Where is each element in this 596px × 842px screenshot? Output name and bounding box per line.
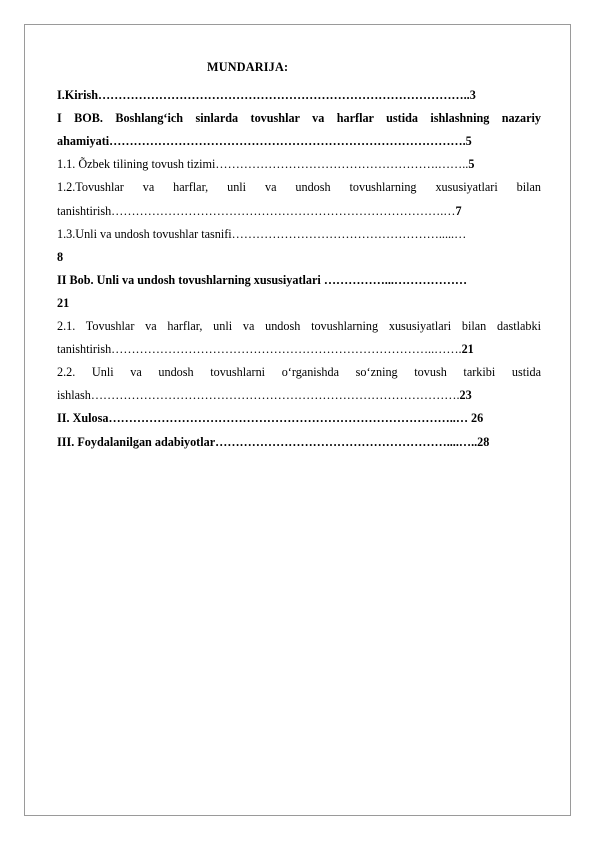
toc-line: I BOB. Boshlang‘ich sinlarda tovushlar va harflar ustida ishlashning nazariy [57, 111, 541, 126]
toc-page-number: 21 [57, 295, 70, 310]
toc-page-number: 7 [455, 203, 462, 218]
toc-line [57, 200, 541, 223]
toc-entry-chapter-2 [57, 269, 541, 315]
toc-entry-1-1 [57, 153, 541, 176]
toc-line [57, 153, 541, 176]
toc-line: I.Kirish………………………………………………………………………………..3 [57, 88, 476, 103]
toc-line-text: 1.1. Õzbek tilining tovush tizimi……………………………………………….…….. [57, 157, 469, 172]
toc-entry-1-2 [57, 176, 541, 222]
toc-line-text: tanishtirish……………………………………………………………………..……. [57, 342, 462, 357]
table-of-contents [57, 56, 541, 454]
toc-page-number: 23 [459, 388, 472, 403]
toc-line: III. Foydalanilgan adabiyotlar…………………………………………………....…..28 [57, 434, 490, 449]
toc-line: 2.1. Tovushlar va harflar, unli va undosh tovushlarning xususiyatlari bilan dastlabki [57, 319, 541, 334]
toc-page-number: 5 [468, 157, 475, 172]
toc-entry-adabiyotlar [57, 431, 541, 454]
toc-line-text: tanishtirish……………………………………………………………………….… [57, 203, 456, 218]
toc-line-text: ishlash………………………………………………………………………………. [57, 388, 460, 403]
toc-line: ahamiyati…………………………………………………………………………….5 [57, 134, 472, 149]
toc-entry-1-3 [57, 223, 541, 269]
toc-title: MUNDARIJA: [207, 60, 289, 74]
toc-entry-2-2 [57, 361, 541, 407]
toc-entry-kirish [57, 84, 541, 107]
toc-line: 1.3.Unli va undosh tovushlar tasnifi…………………………………………….....… [57, 226, 467, 241]
toc-line [57, 338, 541, 361]
toc-line: II. Xulosa…………………………………………………………………………..… 26 [57, 411, 484, 426]
toc-entry-xulosa [57, 407, 541, 430]
toc-page-number: 21 [461, 342, 474, 357]
toc-line: 1.2.Tovushlar va harflar, unli va undosh tovushlarning xususiyatlari bilan [57, 180, 541, 195]
toc-entry-chapter-1 [57, 107, 541, 153]
toc-page-number: 8 [57, 249, 64, 264]
toc-entry-2-1 [57, 315, 541, 361]
toc-line: II Bob. Unli va undosh tovushlarning xususiyatlari ……………...……………… [57, 272, 468, 287]
toc-line [57, 384, 541, 407]
toc-line: 2.2. Unli va undosh tovushlarni o‘rganishda so‘zning tovush tarkibi ustida [57, 365, 541, 380]
